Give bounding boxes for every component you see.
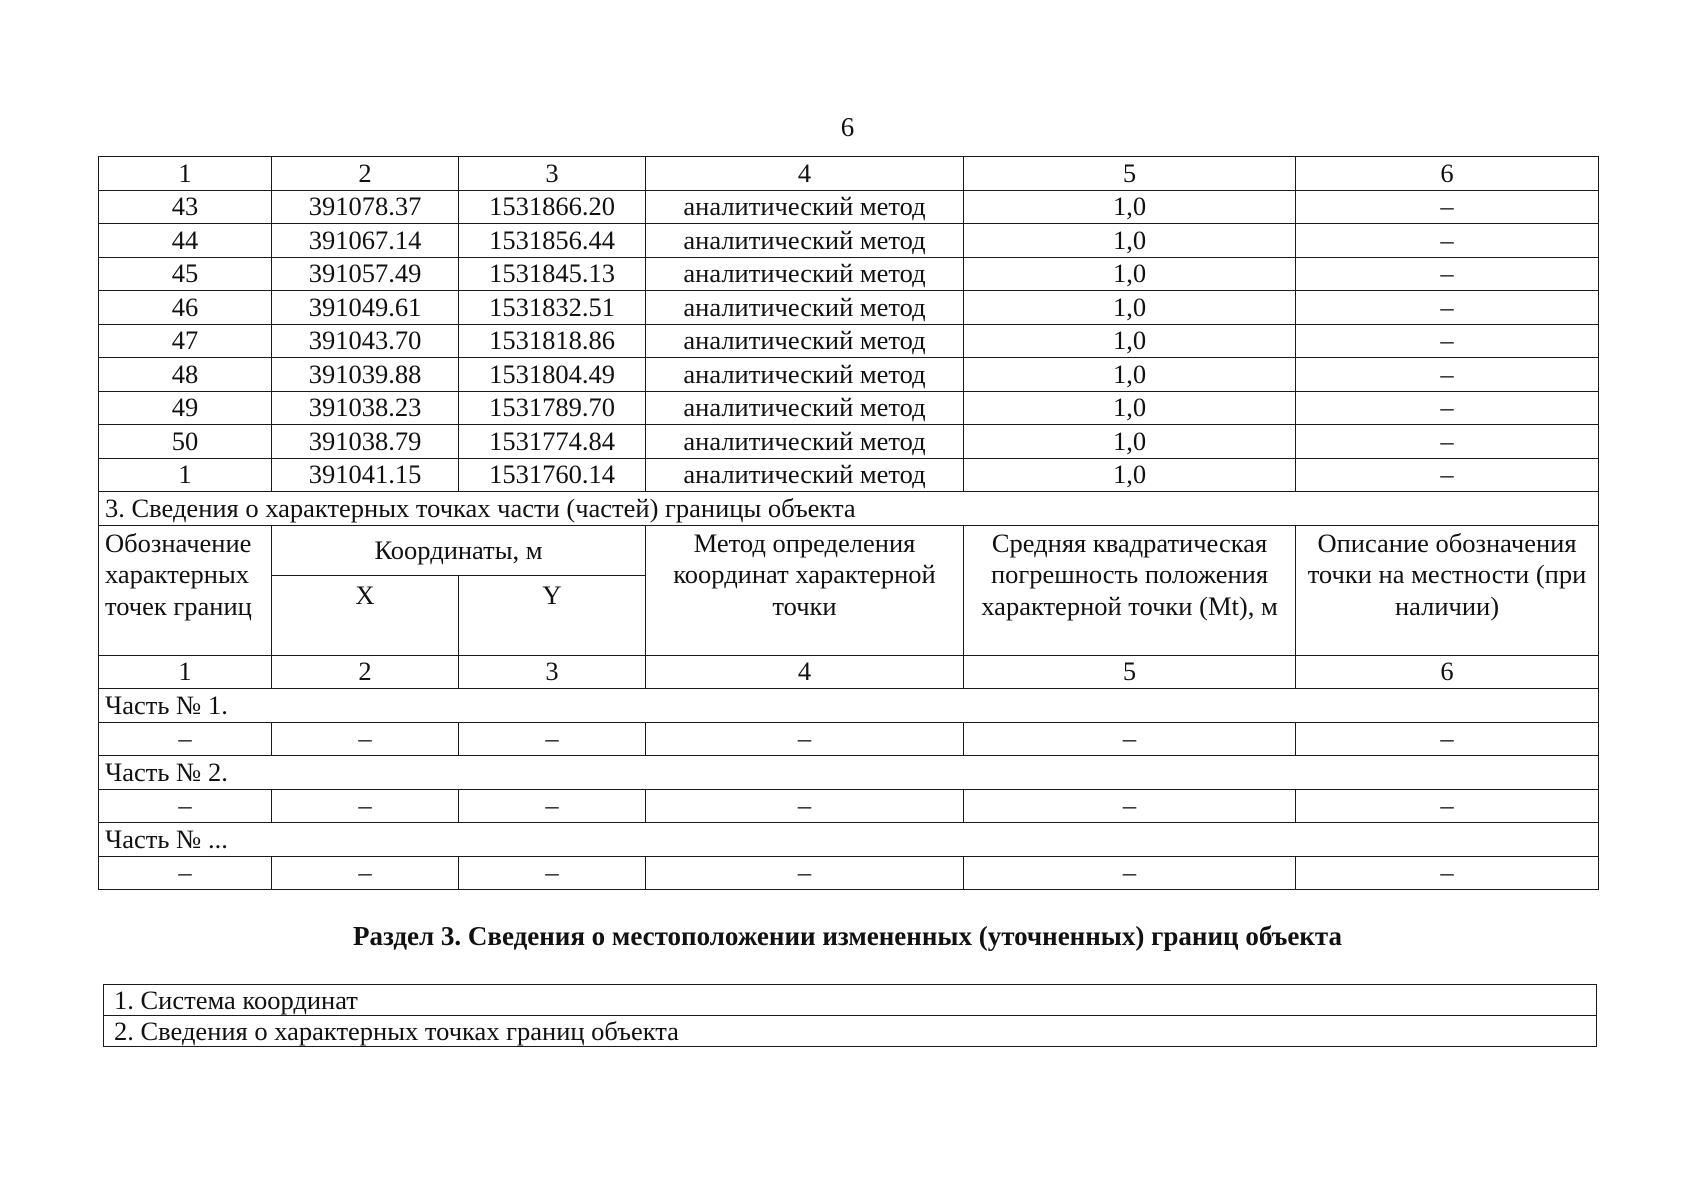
empty-cell: –	[99, 722, 272, 756]
empty-cell: –	[272, 722, 459, 756]
error-value: 1,0	[964, 324, 1296, 358]
part-data-row	[99, 722, 1599, 756]
description: –	[1296, 425, 1599, 459]
part-label: Часть № 1.	[99, 689, 1599, 723]
part-label-row	[99, 823, 1599, 857]
empty-cell: –	[272, 789, 459, 823]
table-row	[99, 358, 1599, 392]
table-row	[99, 190, 1599, 224]
coordinate-y: 1531789.70	[459, 391, 646, 425]
description: –	[1296, 257, 1599, 291]
coordinate-y: 1531774.84	[459, 425, 646, 459]
empty-cell: –	[1296, 789, 1599, 823]
empty-cell: –	[272, 856, 459, 890]
coordinate-y: 1531866.20	[459, 190, 646, 224]
coordinate-y: 1531804.49	[459, 358, 646, 392]
part-label-row	[99, 756, 1599, 790]
method: аналитический метод	[646, 324, 964, 358]
column-number: 6	[1296, 157, 1599, 191]
coordinate-x: 391039.88	[272, 358, 459, 392]
point-number: 47	[99, 324, 272, 358]
point-number: 45	[99, 257, 272, 291]
column-number: 1	[99, 655, 272, 689]
method: аналитический метод	[646, 425, 964, 459]
description: –	[1296, 324, 1599, 358]
empty-cell: –	[1296, 856, 1599, 890]
error-value: 1,0	[964, 291, 1296, 325]
method: аналитический метод	[646, 358, 964, 392]
part-label: Часть № 2.	[99, 756, 1599, 790]
point-number: 43	[99, 190, 272, 224]
header-x: X	[272, 575, 459, 655]
error-value: 1,0	[964, 425, 1296, 459]
empty-cell: –	[99, 856, 272, 890]
coordinate-y: 1531845.13	[459, 257, 646, 291]
coordinate-x: 391041.15	[272, 458, 459, 492]
empty-cell: –	[646, 789, 964, 823]
description: –	[1296, 224, 1599, 258]
error-value: 1,0	[964, 458, 1296, 492]
table-row	[99, 291, 1599, 325]
table-row	[99, 224, 1599, 258]
section-3-table	[103, 984, 1597, 1047]
error-value: 1,0	[964, 257, 1296, 291]
method: аналитический метод	[646, 190, 964, 224]
error-value: 1,0	[964, 224, 1296, 258]
header-y: Y	[459, 575, 646, 655]
coordinate-x: 391067.14	[272, 224, 459, 258]
column-number: 3	[459, 655, 646, 689]
section-3-title: Раздел 3. Сведения о местоположении измененных (уточненных) границ объекта	[352, 921, 1343, 951]
column-number: 6	[1296, 655, 1599, 689]
section-parts-title: 3. Сведения о характерных точках части (частей) границы объекта	[99, 492, 1599, 526]
point-number: 48	[99, 358, 272, 392]
table-row	[99, 425, 1599, 459]
description: –	[1296, 291, 1599, 325]
section-parts-row	[99, 492, 1599, 526]
coordinate-y: 1531832.51	[459, 291, 646, 325]
coordinate-x: 391078.37	[272, 190, 459, 224]
method: аналитический метод	[646, 224, 964, 258]
error-value: 1,0	[964, 190, 1296, 224]
empty-cell: –	[99, 789, 272, 823]
description: –	[1296, 391, 1599, 425]
method: аналитический метод	[646, 391, 964, 425]
table-row	[99, 458, 1599, 492]
column-number: 5	[964, 655, 1296, 689]
description: –	[1296, 358, 1599, 392]
part-label-row	[99, 689, 1599, 723]
coordinate-y: 1531818.86	[459, 324, 646, 358]
description: –	[1296, 190, 1599, 224]
column-number: 5	[964, 157, 1296, 191]
coordinate-x: 391038.79	[272, 425, 459, 459]
empty-cell: –	[459, 789, 646, 823]
coordinate-system-label: 1. Система координат	[104, 985, 1597, 1016]
empty-cell: –	[646, 856, 964, 890]
column-number: 2	[272, 655, 459, 689]
header-point-designation: Обозначение характерных точек границ	[99, 525, 272, 655]
method: аналитический метод	[646, 291, 964, 325]
coordinate-x: 391038.23	[272, 391, 459, 425]
coordinate-y: 1531760.14	[459, 458, 646, 492]
column-number: 3	[459, 157, 646, 191]
empty-cell: –	[964, 722, 1296, 756]
empty-cell: –	[646, 722, 964, 756]
coordinate-y: 1531856.44	[459, 224, 646, 258]
point-number: 1	[99, 458, 272, 492]
table-row	[99, 324, 1599, 358]
empty-cell: –	[459, 722, 646, 756]
point-number: 49	[99, 391, 272, 425]
column-number: 2	[272, 157, 459, 191]
empty-cell: –	[964, 856, 1296, 890]
coordinate-x: 391057.49	[272, 257, 459, 291]
table-row	[99, 257, 1599, 291]
part-data-row	[99, 789, 1599, 823]
page-number: 6	[840, 112, 855, 142]
section-3-row	[104, 985, 1597, 1016]
method: аналитический метод	[646, 257, 964, 291]
boundary-points-table	[98, 156, 1599, 890]
column-number: 1	[99, 157, 272, 191]
column-number: 4	[646, 655, 964, 689]
method: аналитический метод	[646, 458, 964, 492]
coordinate-x: 391049.61	[272, 291, 459, 325]
header-method: Метод определения координат характерной точки	[646, 525, 964, 655]
column-number: 4	[646, 157, 964, 191]
header-number-row	[99, 655, 1599, 689]
table-row	[99, 391, 1599, 425]
point-number: 44	[99, 224, 272, 258]
coordinate-x: 391043.70	[272, 324, 459, 358]
header-row	[99, 525, 1599, 575]
header-coordinates: Координаты, м	[272, 525, 646, 575]
description: –	[1296, 458, 1599, 492]
empty-cell: –	[964, 789, 1296, 823]
error-value: 1,0	[964, 358, 1296, 392]
empty-cell: –	[459, 856, 646, 890]
part-data-row	[99, 856, 1599, 890]
empty-cell: –	[1296, 722, 1599, 756]
header-description: Описание обозначения точки на местности (при наличии)	[1296, 525, 1599, 655]
part-label: Часть № ...	[99, 823, 1599, 857]
point-number: 46	[99, 291, 272, 325]
boundary-points-label: 2. Сведения о характерных точках границ объекта	[104, 1016, 1597, 1047]
section-3-row	[104, 1016, 1597, 1047]
error-value: 1,0	[964, 391, 1296, 425]
header-error: Средняя квадратическая погрешность положения характерной точки (Mt), м	[964, 525, 1296, 655]
point-number: 50	[99, 425, 272, 459]
column-number-row	[99, 157, 1599, 191]
